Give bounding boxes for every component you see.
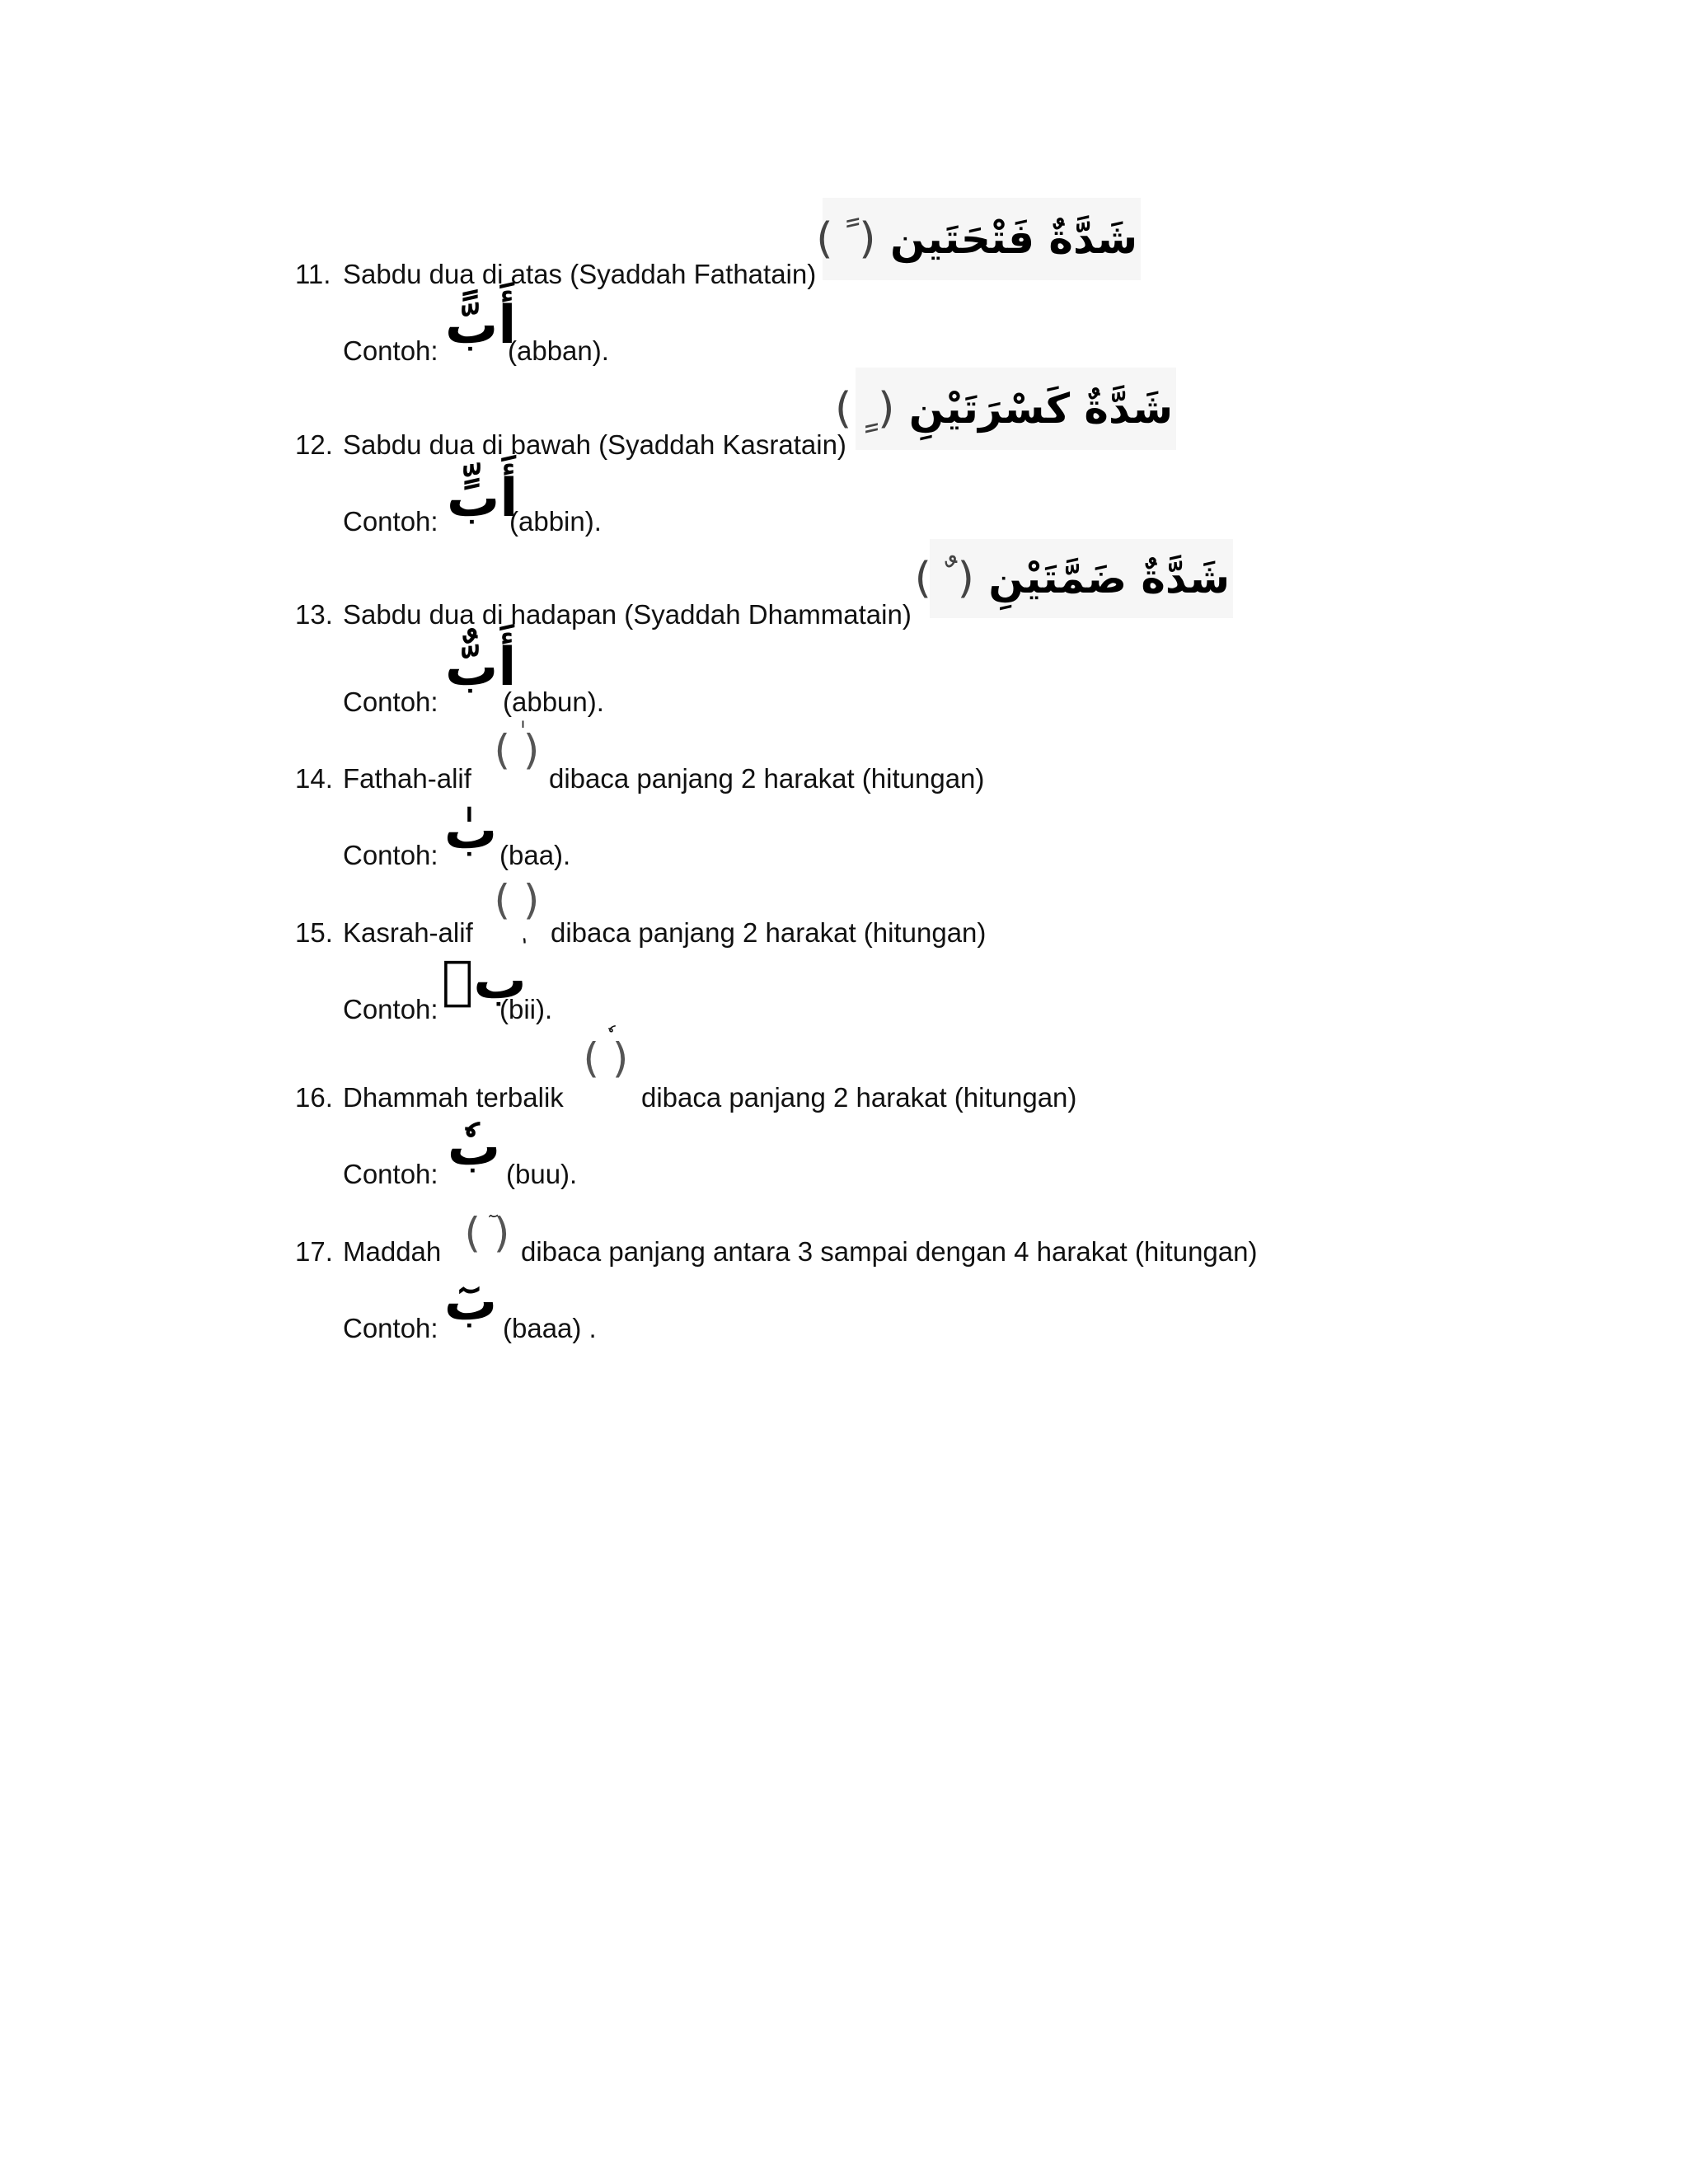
example-label: Contoh: [343,994,438,1024]
item-title: Dhammah terbalik [343,1082,564,1113]
item-title-suffix: dibaca panjang 2 harakat (hitungan) [549,763,985,794]
item-number: 15. [295,917,333,948]
example-label: Contoh: [343,335,438,366]
arabic-term: شَدَّةٌ فَتْحَتَين [890,215,1137,263]
item-title: Sabdu dua di atas (Syaddah Fathatain) [343,259,817,289]
example-reading: (abban). [508,335,609,366]
item-title: Sabdu dua di bawah (Syaddah Kasratain) [343,429,846,460]
example-reading: (buu). [506,1159,578,1189]
example-glyph: أَبٌّ [445,637,517,698]
kasrah-alif-icon: ( ) [488,875,546,941]
example-glyph: بٖ [442,950,527,1011]
mark-glyph [577,1015,635,1065]
example-glyph: بٓ [443,1272,498,1333]
example-reading: (baaa) . [503,1313,597,1343]
item-title: Fathah-alif [343,763,471,794]
example-reading: (abbun). [503,687,604,717]
fathah-alif-icon: ( ) [488,725,546,783]
arabic-term: شَدَّةٌ ضَمَّتَيْنِ [988,555,1230,602]
item-number: 14. [295,763,333,794]
item-title: Sabdu dua di hadapan (Syaddah Dhammatain) [343,599,912,630]
item-number: 17. [295,1236,333,1267]
example-label: Contoh: [343,840,438,870]
example-glyph: أَبٍّ [447,468,518,529]
item-number: 11. [295,259,331,289]
arabic-term-image [816,198,1141,280]
item-title-suffix: dibaca panjang antara 3 sampai dengan 4 harakat (hitungan) [521,1236,1258,1267]
dhammah-terbalik-icon: ( ) [577,1033,635,1099]
mark-glyph [458,1200,516,1249]
item-title: Kasrah-alif [343,917,473,948]
term-mark-icon: ( ً ) [816,214,876,264]
item-title-suffix: dibaca panjang 2 harakat (hitungan) [551,917,987,948]
example-glyph: أَبًّ [445,295,517,356]
example-reading: (bii). [499,994,553,1024]
example-reading: (abbin). [509,506,602,537]
example-label: Contoh: [343,687,438,717]
term-mark-icon: ( ٍ ) [835,384,895,434]
example-label: Contoh: [343,1159,438,1189]
arabic-term: شَدَّةٌ كَسْرَتَيْنِ [908,385,1173,433]
arabic-term-image [835,368,1176,450]
example-label: Contoh: [343,1313,438,1343]
item-title-suffix: dibaca panjang 2 harakat (hitungan) [641,1082,1077,1113]
example-glyph: بٰ [443,800,498,861]
maddah-icon: ( ) [458,1208,516,1266]
example-reading: (baa). [499,840,571,870]
item-number: 13. [295,599,333,630]
example-label: Contoh: [343,506,438,537]
item-title: Maddah [343,1236,442,1267]
arabic-term-image [914,539,1233,618]
item-number: 16. [295,1082,333,1113]
mark-glyph [488,905,546,954]
item-number: 12. [295,429,333,460]
term-mark-icon: ( ٌ ) [914,554,974,603]
example-glyph: بٗ [447,1117,501,1178]
mark-glyph [488,710,546,760]
